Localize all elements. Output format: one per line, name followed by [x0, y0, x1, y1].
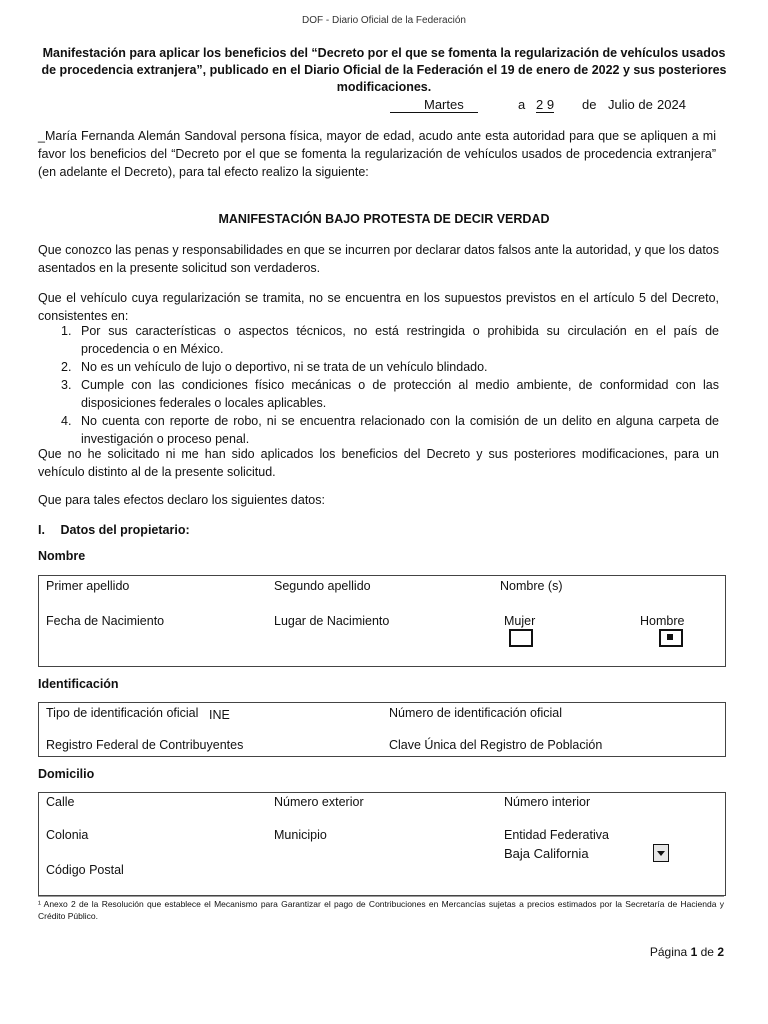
curp-field[interactable]: Clave Única del Registro de Población [389, 738, 603, 752]
list-number: 4. [61, 414, 72, 428]
numero-interior-field[interactable]: Número interior [504, 795, 591, 809]
weekday-field[interactable] [390, 97, 478, 113]
list-text: Por sus características o aspectos técnicos, no está restringida o prohibida su circulación en el país de procedencia o en México. [81, 324, 719, 356]
tipo-identificacion-label: Tipo de identificación oficial [46, 706, 199, 720]
primer-apellido-field[interactable]: Primer apellido [46, 579, 130, 593]
lugar-nacimiento-field[interactable]: Lugar de Nacimiento [274, 614, 390, 628]
hombre-label: Hombre [640, 614, 685, 628]
calle-field[interactable]: Calle [46, 795, 75, 809]
date-a: a [518, 97, 526, 112]
domicilio-box [38, 792, 726, 896]
fecha-nacimiento-field[interactable]: Fecha de Nacimiento [46, 614, 165, 628]
colonia-field[interactable]: Colonia [46, 828, 89, 842]
list-number: 2. [61, 360, 72, 374]
paragraph-2: Que el vehículo cuya regularización se tramita, no se encuentra en los supuestos previstos en el artículo 5 del Decreto, consistentes en: [38, 291, 719, 323]
numero-identificacion-field[interactable]: Número de identificación oficial [389, 706, 563, 720]
list-text: Cumple con las condiciones físico mecánicas o de protección al medio ambiente, de conformidad con las disposiciones federales o locales aplicables. [81, 378, 719, 410]
pager-current: 1 [690, 945, 698, 959]
intro-text: María Fernanda Alemán Sandoval persona física, mayor de edad, acudo ante esta autoridad para que se apliquen a mi favor los beneficios del “Decreto por el que se fomenta la regularización de vehículos usados de procedencia extranjera” (en adelante el Decreto), para tal efecto realizo la siguiente: [38, 129, 716, 179]
entidad-select-value[interactable]: Baja California [504, 846, 589, 861]
page-header: DOF - Diario Oficial de la Federación [302, 15, 466, 26]
intro-blank: _ [38, 129, 45, 143]
nombres-field[interactable]: Nombre (s) [500, 579, 563, 593]
nombre-heading: Nombre [38, 549, 86, 563]
rfc-field[interactable]: Registro Federal de Contribuyentes [46, 738, 244, 752]
mujer-label: Mujer [504, 614, 536, 628]
nombre-box [38, 575, 726, 667]
paragraph-4: Que para tales efectos declaro los siguientes datos: [38, 493, 325, 507]
list-item [61, 376, 719, 412]
month-value[interactable]: Julio de [608, 97, 653, 112]
list-number: 1. [61, 324, 72, 338]
list-item [61, 358, 719, 376]
list-item [61, 412, 719, 448]
section-title: Datos del propietario: [60, 523, 190, 537]
codigo-postal-field[interactable]: Código Postal [46, 863, 124, 877]
tipo-identificacion-value[interactable]: INE [209, 708, 230, 722]
intro-paragraph [38, 127, 716, 181]
footnote: ¹ Anexo 2 de la Resolución que establece el Mecanismo para Garantizar el pago de Contribuciones en Mercancías sujetas a precios estimados por la Secretaría de Hacienda y Crédito Público. [38, 896, 724, 922]
numero-exterior-field[interactable]: Número exterior [274, 795, 364, 809]
identificacion-heading: Identificación [38, 677, 119, 691]
conditions-list [61, 322, 719, 448]
day-value: 2 9 [536, 97, 555, 112]
pager-of: de [700, 945, 714, 959]
manifest-heading: MANIFESTACIÓN BAJO PROTESTA DE DECIR VERDAD [218, 212, 550, 226]
page-number [650, 945, 724, 959]
hombre-checkbox[interactable] [659, 629, 683, 647]
municipio-field[interactable]: Municipio [274, 828, 327, 842]
section-number: I. [38, 523, 45, 537]
pager-label: Página [649, 945, 688, 959]
identificacion-box [38, 702, 726, 757]
date-de: de [582, 97, 597, 112]
mujer-checkbox[interactable] [509, 629, 533, 647]
entidad-dropdown-icon[interactable] [653, 844, 669, 862]
document-title: Manifestación para aplicar los beneficios del “Decreto por el que se fomenta la regularización de vehículos usados de procedencia extranjera”, publicado en el Diario Oficial de la Federación el 19 de enero de 2022 y sus posteriores modificaciones. [41, 46, 727, 94]
day-field[interactable] [536, 97, 554, 113]
list-number: 3. [61, 378, 72, 392]
paragraph-1: Que conozco las penas y responsabilidades en que se incurren por declarar datos falsos ante la autoridad, y que los datos asentados en la presente solicitud son verdaderos. [38, 243, 719, 275]
segundo-apellido-field[interactable]: Segundo apellido [274, 579, 371, 593]
year-value[interactable]: 2024 [657, 97, 686, 112]
domicilio-heading: Domicilio [38, 767, 95, 781]
entidad-label: Entidad Federativa [504, 828, 609, 842]
list-text: No cuenta con reporte de robo, ni se encuentra relacionado con la comisión de un delito en alguna carpeta de investigación o proceso penal. [81, 414, 719, 446]
list-item [61, 322, 719, 358]
pager-total: 2 [717, 945, 724, 959]
paragraph-3: Que no he solicitado ni me han sido aplicados los beneficios del Decreto y sus posteriores modificaciones, para un vehículo distinto al de la presente solicitud. [38, 447, 719, 479]
weekday-value: Martes [424, 97, 464, 112]
list-text: No es un vehículo de lujo o deportivo, ni se trata de un vehículo blindado. [81, 360, 488, 374]
section-owner-heading [38, 523, 190, 537]
